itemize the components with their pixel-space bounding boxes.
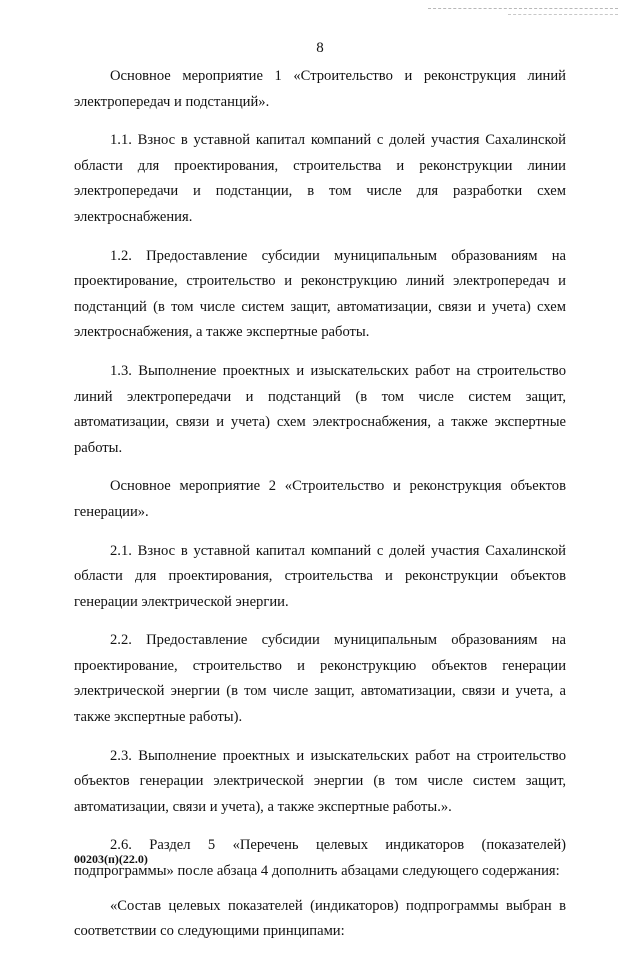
paragraph-1-3: 1.3. Выполнение проектных и изыскательских работ на строительство линий электропередачи и подстанций (в том числе систем защит, автоматизации, связи и учета) схем электроснабжения, а также экспертные работы.	[74, 362, 566, 456]
paragraph-1-2: 1.2. Предоставление субсидии муниципальным образованиям на проектирование, строительство и реконструкцию линий электропередач и подстанций (в том числе систем защит, автоматизации, связи и учета) схем электроснабжения, а также экспертные работы.	[74, 247, 566, 341]
document-code: 00203(п)(22.0)	[74, 852, 148, 866]
paragraph-main-activity-2: Основное мероприятие 2 «Строительство и реконструкция объектов генерации».	[74, 478, 566, 520]
paragraph-main-activity-1: Основное мероприятие 1 «Строительство и реконструкция линий электропередач и подстанций».	[74, 68, 566, 110]
top-scan-lines	[428, 8, 618, 9]
paragraph-2-1: 2.1. Взнос в уставной капитал компаний с долей участия Сахалинской области для проектирования, строительства и реконструкции объектов генерации электрической энергии.	[74, 542, 566, 610]
paragraph-2-2: 2.2. Предоставление субсидии муниципальным образованиям на проектирование, строительство и реконструкцию объектов генерации электрической энергии (в том числе защит, автоматизации, связи и учета, а также экспертные работы).	[74, 632, 566, 726]
paragraph-2-6: 2.6. Раздел 5 «Перечень целевых индикаторов (показателей) подпрограммы» после абзаца 4 дополнить абзацами следующего содержания:	[74, 837, 566, 880]
paragraph-1-1: 1.1. Взнос в уставной капитал компаний с долей участия Сахалинской области для проектирования, строительства и реконструкции линии электропередачи и подстанции, в том числе для разработки схем электроснабжения.	[74, 132, 566, 225]
paragraph-2-3: 2.3. Выполнение проектных и изыскательских работ на строительство объектов генерации электрической энергии (в том числе систем защит, автоматизации, связи и учета), а также экспертные работы.».	[74, 747, 566, 815]
document-body	[74, 64, 566, 958]
paragraph-indicators: «Состав целевых показателей (индикаторов) подпрограммы выбран в соответствии со следующими принципами:	[74, 897, 566, 940]
page-number: 8	[316, 40, 324, 56]
